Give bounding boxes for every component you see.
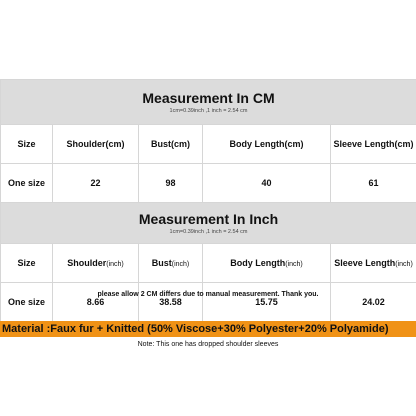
cm-col-bust: Bust(cm) xyxy=(139,125,203,164)
cm-column-headers xyxy=(1,125,416,164)
inch-header-row xyxy=(1,203,416,244)
inch-body-length-value: 15.75 xyxy=(203,283,331,322)
inch-conversion-note: 1cm=0.39inch ,1 inch = 2.54 cm xyxy=(169,229,248,235)
inch-shoulder-value: 8.66 xyxy=(53,283,139,322)
inch-col-body-length: Body Length(inch) xyxy=(203,244,331,283)
measurement-note: please allow 2 CM differs due to manual measurement. Thank you. xyxy=(97,291,319,298)
inch-title: Measurement In Inch xyxy=(138,211,279,227)
cm-data-row xyxy=(1,164,416,203)
inch-col-size: Size xyxy=(1,244,53,283)
inch-col-sleeve-length: Sleeve Length(inch) xyxy=(331,244,416,283)
inch-bust-value: 38.58 xyxy=(139,283,203,322)
cm-col-size: Size xyxy=(1,125,53,164)
material-banner xyxy=(0,321,416,337)
cm-bust-value: 98 xyxy=(139,164,203,203)
cm-shoulder-value: 22 xyxy=(53,164,139,203)
cm-sleeve-length-value: 61 xyxy=(331,164,416,203)
measurement-sheet xyxy=(0,79,416,322)
cm-col-sleeve-length: Sleeve Length(cm) xyxy=(331,125,416,164)
inch-col-shoulder: Shoulder(inch) xyxy=(53,244,139,283)
inch-data-row xyxy=(1,283,416,322)
cm-header-row xyxy=(1,80,416,125)
cm-col-shoulder: Shoulder(cm) xyxy=(53,125,139,164)
material-text: Material :Faux fur + Knitted (50% Viscose+30% Polyester+20% Polyamide) xyxy=(2,323,389,335)
inch-size-value: One size xyxy=(1,283,53,322)
sleeve-note: Note: This one has dropped shoulder sleeves xyxy=(137,341,279,348)
cm-col-body-length: Body Length(cm) xyxy=(203,125,331,164)
inch-col-bust: Bust(inch) xyxy=(139,244,203,283)
inch-column-headers xyxy=(1,244,416,283)
cm-size-value: One size xyxy=(1,164,53,203)
cm-table xyxy=(0,79,416,322)
cm-title: Measurement In CM xyxy=(142,90,275,106)
inch-sleeve-length-value: 24.02 xyxy=(331,283,416,322)
cm-body-length-value: 40 xyxy=(203,164,331,203)
cm-conversion-note: 1cm=0.39inch ,1 inch = 2.54 cm xyxy=(169,108,248,114)
